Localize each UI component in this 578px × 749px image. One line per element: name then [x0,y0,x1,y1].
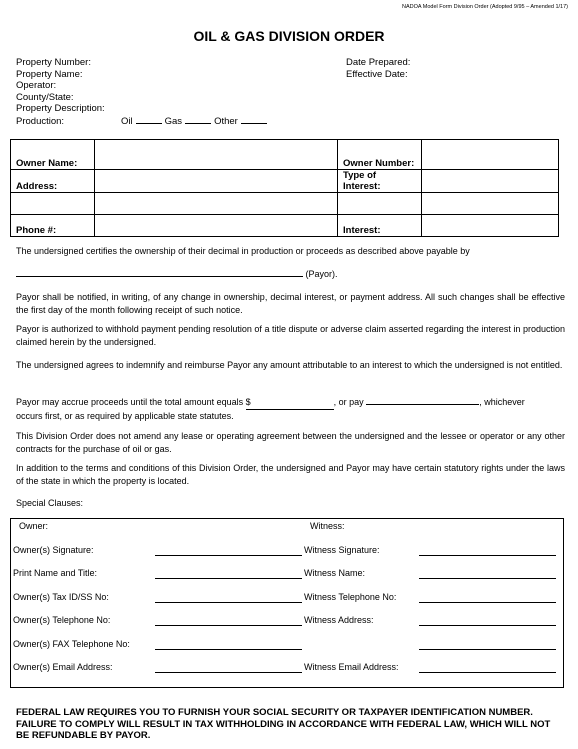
phone-field[interactable] [95,215,338,237]
interest-label: Interest: [338,215,422,237]
owner-signature-label: Owner(s) Signature: [13,545,94,555]
oil-field[interactable] [136,115,162,124]
print-name-field[interactable] [155,568,302,579]
accrue-amount-field[interactable] [246,396,334,410]
witness-signature-label: Witness Signature: [304,545,380,555]
amend-paragraph: This Division Order does not amend any lease or operating agreement between the undersigned and the lessee or operator or any other contracts for the purchase of oil or gas. [16,431,565,454]
address-field-2[interactable] [95,193,338,215]
tax-id-label: Owner(s) Tax ID/SS No: [13,592,109,602]
effective-date-label: Effective Date: [346,68,408,80]
accrue-text-c: , whichever [479,397,525,407]
other-label: Other [214,115,238,127]
address-blank-label [11,193,95,215]
withhold-paragraph: Payor is authorized to withhold payment pending resolution of a title dispute or adverse claim asserted regarding the interest in production claimed herein by the undersigned. [16,324,565,347]
accrue-text-b: , or pay [333,397,364,407]
production-row [16,115,270,128]
print-name-label: Print Name and Title: [13,568,98,578]
witness-address-field[interactable] [419,615,556,626]
owner-info-table [10,139,559,237]
witness-address-label: Witness Address: [304,615,374,625]
phone-label: Phone #: [11,215,95,237]
witness-name-field[interactable] [419,568,556,579]
date-prepared-label: Date Prepared: [346,57,411,68]
fax-field[interactable] [155,639,302,650]
type-of-interest-label: Type of Interest: [338,170,422,193]
oil-label: Oil [121,115,133,127]
owner-header: Owner: [19,521,49,531]
type-of-interest-field[interactable] [422,170,559,193]
gas-field[interactable] [185,115,211,124]
production-label: Production: [16,115,65,127]
date-info [346,57,410,80]
dollar-sign: $ [245,397,251,407]
page-title: OIL & GAS DIVISION ORDER [193,28,385,44]
accrue-pay-field[interactable] [366,395,479,405]
witness-email-label: Witness Email Address: [304,662,399,672]
property-description-label: Property Description: [16,103,105,114]
witness-phone-field[interactable] [419,592,556,603]
certify-paragraph: The undersigned certifies the ownership of their decimal in production or proceeds as described above payable by [16,246,470,256]
payor-row [16,267,565,281]
witness-name-label: Witness Name: [304,568,366,578]
email-field[interactable] [155,662,302,673]
email-label: Owner(s) Email Address: [13,662,113,672]
tax-id-field[interactable] [155,592,302,603]
owner-signature-field[interactable] [155,545,302,556]
notify-paragraph: Payor shall be notified, in writing, of any change in ownership, decimal interest, or payment address. All such changes shall be effective the first day of the month following receipt of such notice. [16,292,565,315]
payor-field[interactable] [16,267,303,277]
county-state-label: County/State: [16,91,74,103]
other-field[interactable] [241,115,267,124]
accrue-text-a: Payor may accrue proceeds until the total amount equals [16,397,244,407]
property-info [16,57,270,127]
blank-label [338,193,422,215]
signature-section [10,518,564,688]
property-name-label: Property Name: [16,68,83,80]
accrue-paragraph [16,395,565,422]
witness-email-field[interactable] [419,662,556,673]
owner-name-label: Owner Name: [11,140,95,170]
statutory-paragraph: In addition to the terms and conditions of this Division Order, the undersigned and Payor may have certain statutory rights under the laws of the state in which the property is located. [16,463,565,486]
form-version-note: NADOA Model Form Division Order (Adopted 9/95 – Amended 1/17) [402,4,568,10]
owner-number-field[interactable] [422,140,559,170]
witness-phone-label: Witness Telephone No: [304,592,397,602]
address-field[interactable] [95,170,338,193]
accrue-text-d: occurs first, or as required by applicable state statutes. [16,410,234,421]
owner-phone-label: Owner(s) Telephone No: [13,615,111,625]
payor-suffix: (Payor). [305,269,338,279]
address-label: Address: [11,170,95,193]
witness-signature-field[interactable] [419,545,556,556]
operator-label: Operator: [16,80,57,91]
federal-law-notice: FEDERAL LAW REQUIRES YOU TO FURNISH YOUR SOCIAL SECURITY OR TAXPAYER IDENTIFICATION NUMBER. FAILURE TO COMPLY WILL RESULT IN TAX WITHHOLDING IN ACCORDANCE WITH FEDERAL LAW, WHICH WILL NOT BE REFUNDABLE BY PAYOR. [16,707,551,741]
witness-header: Witness: [310,521,345,531]
gas-label: Gas [164,115,183,127]
owner-name-field[interactable] [95,140,338,170]
owner-phone-field[interactable] [155,615,302,626]
property-number-label: Property Number: [16,57,91,68]
special-clauses-label: Special Clauses: [16,498,84,508]
interest-field[interactable] [422,215,559,237]
blank-field[interactable] [422,193,559,215]
indemnify-paragraph: The undersigned agrees to indemnify and reimburse Payor any amount attributable to an interest to which the undersigned is not entitled. [16,360,563,370]
owner-number-label: Owner Number: [338,140,422,170]
witness-address-field-2[interactable] [419,639,556,650]
fax-label: Owner(s) FAX Telephone No: [13,639,130,649]
